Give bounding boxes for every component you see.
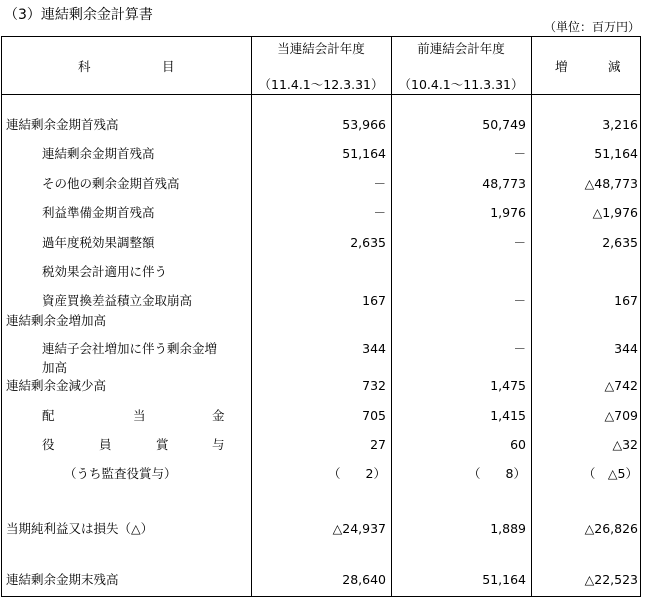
row-label: 連結剰余金期首残高 xyxy=(42,146,155,161)
change-value: 3,216 xyxy=(602,117,638,132)
statement-title: （3）連結剰余金計算書 xyxy=(4,7,153,23)
column-divider xyxy=(531,37,532,596)
row-label: 連結子会社増加に伴う剰余金増 xyxy=(42,341,218,356)
row-label: （うち監査役賞与） xyxy=(64,466,177,481)
prior-value: （ 8） xyxy=(468,466,526,481)
current-value: － xyxy=(373,205,386,220)
current-value: 51,164 xyxy=(342,146,386,161)
row-label-char: 配 xyxy=(42,408,55,423)
prior-value: 1,889 xyxy=(490,521,526,536)
header-current-period: （11.4.1～12.3.31） xyxy=(258,77,384,92)
row-label: 連結剰余金増加高 xyxy=(6,313,107,328)
row-label: 連結剰余金期末残高 xyxy=(6,572,119,587)
prior-value: － xyxy=(513,341,526,356)
row-label: 過年度税効果調整額 xyxy=(42,235,155,250)
prior-value: － xyxy=(513,235,526,250)
row-label-char: 金 xyxy=(212,408,225,423)
row-label: 資産買換差益積立金取崩高 xyxy=(42,293,193,308)
current-value: △24,937 xyxy=(332,521,386,536)
change-value: △742 xyxy=(604,378,638,393)
change-value: △22,523 xyxy=(584,572,638,587)
prior-value: 48,773 xyxy=(482,176,526,191)
row-label: その他の剰余金期首残高 xyxy=(42,176,180,191)
row-label-char: 員 xyxy=(99,437,112,452)
row-label: 加高 xyxy=(42,360,68,375)
change-value: △709 xyxy=(604,408,638,423)
row-label-char: 当 xyxy=(133,408,146,423)
change-value: 2,635 xyxy=(602,235,638,250)
change-value: △32 xyxy=(612,437,638,452)
header-divider xyxy=(2,94,640,95)
header-current-year: 当連結会計年度 xyxy=(277,41,365,56)
current-value: 28,640 xyxy=(342,572,386,587)
header-change-char: 減 xyxy=(608,59,621,74)
prior-value: － xyxy=(513,146,526,161)
change-value: △48,773 xyxy=(584,176,638,191)
row-label: 連結剰余金期首残高 xyxy=(6,117,119,132)
column-divider xyxy=(391,37,392,596)
change-value: 51,164 xyxy=(594,146,638,161)
change-value: 167 xyxy=(614,293,638,308)
current-value: 2,635 xyxy=(350,235,386,250)
prior-value: 51,164 xyxy=(482,572,526,587)
row-label-char: 与 xyxy=(212,437,225,452)
unit-note: （単位：百万円） xyxy=(543,20,640,34)
header-prior-year: 前連結会計年度 xyxy=(417,41,505,56)
row-label-char: 役 xyxy=(42,437,55,452)
column-divider xyxy=(251,37,252,596)
header-subject-char: 目 xyxy=(162,59,175,74)
prior-value: 50,749 xyxy=(482,117,526,132)
change-value: △1,976 xyxy=(592,205,638,220)
prior-value: 1,475 xyxy=(490,378,526,393)
row-label: 利益準備金期首残高 xyxy=(42,205,155,220)
row-label: 当期純利益又は損失（△） xyxy=(6,521,154,536)
row-label-char: 賞 xyxy=(156,437,169,452)
row-label: 連結剰余金減少高 xyxy=(6,378,107,393)
change-value: （ △5） xyxy=(582,466,638,481)
row-label: 税効果会計適用に伴う xyxy=(42,264,168,279)
header-subject-char: 科 xyxy=(78,59,91,74)
prior-value: 1,976 xyxy=(490,205,526,220)
change-value: △26,826 xyxy=(584,521,638,536)
current-value: （ 2） xyxy=(328,466,386,481)
change-value: 344 xyxy=(614,341,638,356)
prior-value: － xyxy=(513,293,526,308)
header-change-char: 増 xyxy=(555,59,568,74)
current-value: 705 xyxy=(362,408,386,423)
prior-value: 60 xyxy=(510,437,526,452)
surplus-statement-table xyxy=(1,36,641,597)
current-value: － xyxy=(373,176,386,191)
header-prior-period: （10.4.1～11.3.31） xyxy=(398,77,524,92)
current-value: 167 xyxy=(362,293,386,308)
current-value: 27 xyxy=(370,437,386,452)
prior-value: 1,415 xyxy=(490,408,526,423)
current-value: 732 xyxy=(362,378,386,393)
current-value: 53,966 xyxy=(342,117,386,132)
current-value: 344 xyxy=(362,341,386,356)
